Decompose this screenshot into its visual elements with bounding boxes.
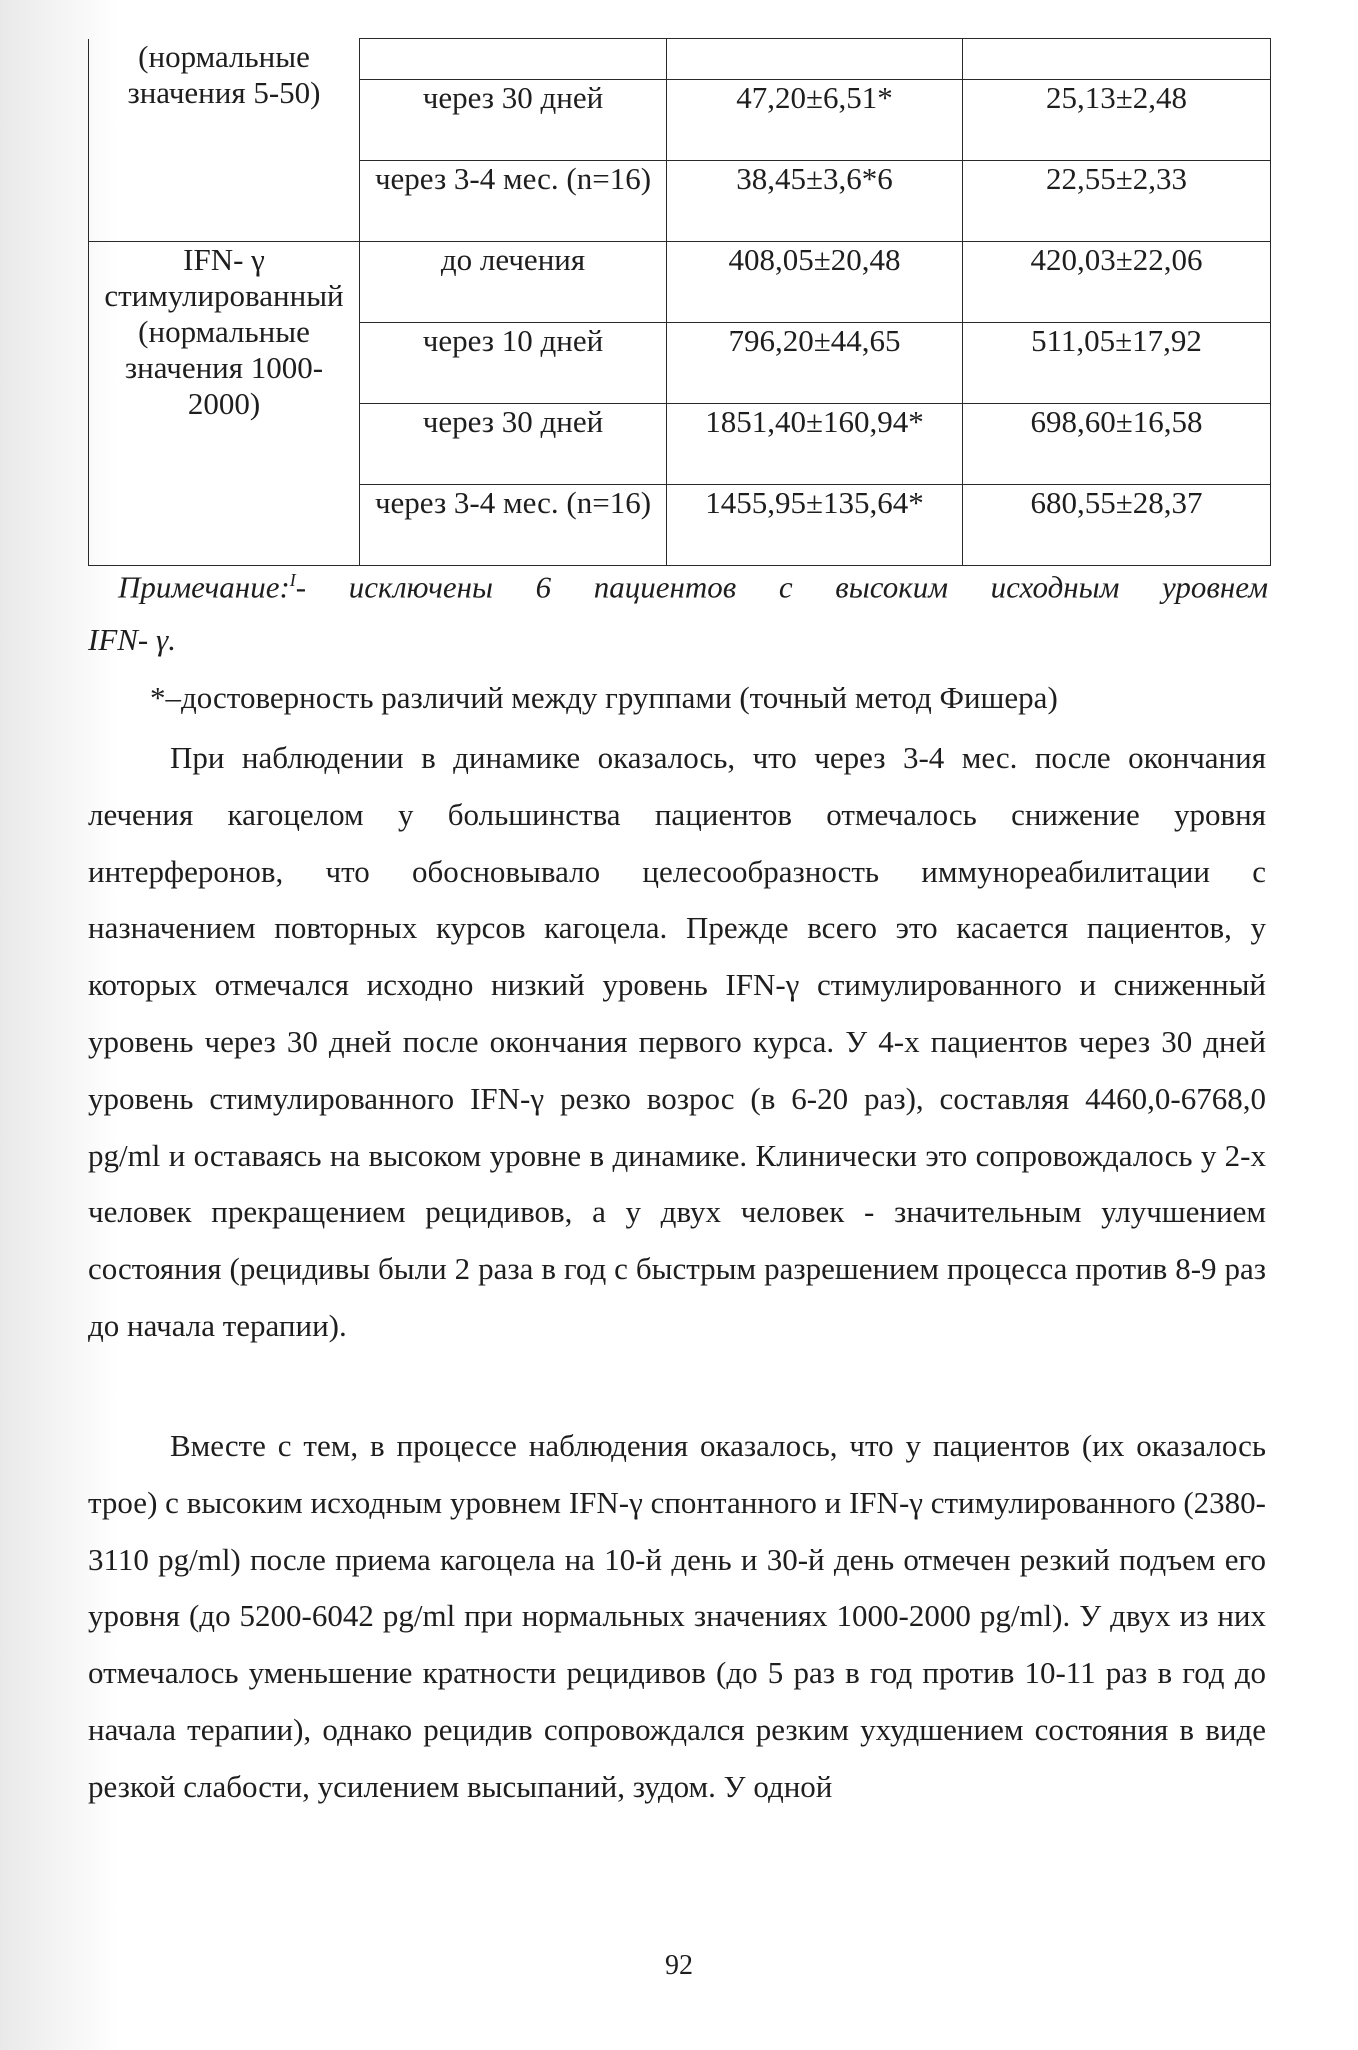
table-cell: 680,55±28,37 xyxy=(963,485,1271,566)
row-group-label-line: IFN- γ xyxy=(183,242,265,277)
table-cell: 796,20±44,65 xyxy=(667,323,963,404)
table-cell: через 30 дней xyxy=(360,80,667,161)
table-cell xyxy=(360,39,667,80)
table-cell: через 10 дней xyxy=(360,323,667,404)
table-cell: 38,45±3,6*6 xyxy=(667,161,963,242)
note-text: - исключены 6 пациентов с высоким исходным уровнем xyxy=(295,569,1268,605)
row-group-label xyxy=(89,39,360,242)
row-group-label-line: (нормальные xyxy=(138,314,310,349)
table-row xyxy=(89,39,1271,80)
table-cell: 25,13±2,48 xyxy=(963,80,1271,161)
row-group-label xyxy=(89,242,360,566)
row-group-label-line: (нормальные xyxy=(138,38,310,74)
note-continuation: IFN- γ. xyxy=(88,622,176,657)
row-group-label-line: значения 1000- xyxy=(124,350,324,385)
page-number: 92 xyxy=(665,1950,693,1981)
table-cell: через 3-4 мес. (n=16) xyxy=(360,161,667,242)
note-label: Примечание: xyxy=(118,569,290,605)
table-cell: 47,20±6,51* xyxy=(667,80,963,161)
row-group-label-line: значения 5-50) xyxy=(127,74,321,110)
body-paragraph: Вместе с тем, в процессе наблюдения оказалось, что у пациентов (их оказалось трое) с высоким исходным уровнем IFN-γ спонтанного и IFN-γ стимулированного (2380-3110 pg/ml) после приема кагоцела на 10-й день и 30-й день отмечен резкий подъем его уровня (до 5200-6042 pg/ml при нормальных значениях 1000-2000 pg/ml). У двух из них отмечалось уменьшение кратности рецидивов (до 5 раз в год против 10-11 раз в год до начала терапии), однако рецидив сопровождался резким ухудшением состояния в виде резкой слабости, усилением высыпаний, зудом. У одной xyxy=(88,1428,1266,1804)
table-cell: 420,03±22,06 xyxy=(963,242,1271,323)
table-row xyxy=(89,242,1271,323)
table-cell: через 3-4 мес. (n=16) xyxy=(360,485,667,566)
table-cell: 698,60±16,58 xyxy=(963,404,1271,485)
table-cell xyxy=(667,39,963,80)
table-cell: 22,55±2,33 xyxy=(963,161,1271,242)
table-note xyxy=(118,558,1268,609)
table-cell: 408,05±20,48 xyxy=(667,242,963,323)
significance-note: *–достоверность различий между группами (точный метод Фишера) xyxy=(150,680,1058,715)
table-cell: до лечения xyxy=(360,242,667,323)
table-cell: 1455,95±135,64* xyxy=(667,485,963,566)
table-cell: 1851,40±160,94* xyxy=(667,404,963,485)
table-cell xyxy=(963,39,1271,80)
table-cell: 511,05±17,92 xyxy=(963,323,1271,404)
table-cell: через 30 дней xyxy=(360,404,667,485)
body-paragraph: При наблюдении в динамике оказалось, что через 3-4 мес. после окончания лечения кагоцелом у большинства пациентов отмечалось снижение уровня интерферонов, что обосновывало целесообразность иммунореабилитации с назначением повторных курсов кагоцела. Прежде всего это касается пациентов, у которых отмечался исходно низкий уровень IFN-γ стимулированного и сниженный уровень через 30 дней после окончания первого курса. У 4-х пациентов через 30 дней уровень стимулированного IFN-γ резко возрос (в 6-20 раз), составляя 4460,0-6768,0 pg/ml и оставаясь на высоком уровне в динамике. Клинически это сопровождалось у 2-х человек прекращением рецидивов, а у двух человек - значительным улучшением состояния (рецидивы были 2 раза в год с быстрым разрешением процесса против 8-9 раз до начала терапии). xyxy=(88,740,1266,1343)
note-marker: I xyxy=(289,570,296,590)
row-group-label-line: стимулированный xyxy=(104,278,344,313)
row-group-label-line: 2000) xyxy=(187,386,261,421)
results-table xyxy=(88,38,1271,566)
